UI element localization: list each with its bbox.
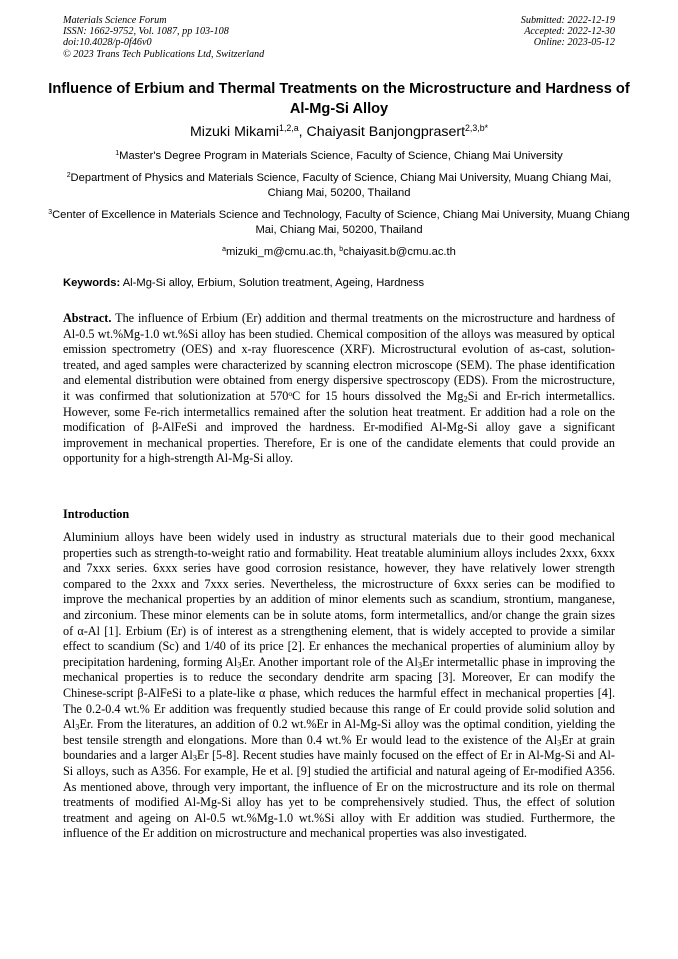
keywords-text: Al-Mg-Si alloy, Erbium, Solution treatment, Ageing, Hardness <box>122 277 425 289</box>
affiliation <box>48 149 630 165</box>
section-heading: Introduction <box>63 507 130 521</box>
copyright-line: © 2023 Trans Tech Publications Ltd, Switzerland <box>63 48 265 60</box>
keywords-label: Keywords: <box>63 277 121 289</box>
subscript: 3 <box>557 737 562 748</box>
abstract-label: Abstract. <box>63 311 112 325</box>
abstract-text: Si and Er-rich intermetallics. However, some Fe-rich intermetallics remained after the solution heat treatment. Er addition had a role on the modification of β-AlFeSi and improved the hardness. Er-modified Al-Mg-Si alloy gave a significant improvement in mechanical properties. Therefore, Er is one of the candidate elements that could provide an opportunity for a high-strength Al-Mg-Si alloy. <box>63 388 615 466</box>
doi-line: doi:10.4028/p-0f46v0 <box>63 37 152 49</box>
affiliation-text: Center of Excellence in Materials Science and Technology, Faculty of Science, Chiang Mai University, Muang Chiang Mai, Chiang Mai, 50200, Thailand <box>52 208 630 236</box>
introduction-paragraph <box>63 530 615 842</box>
degree-symbol: o <box>288 388 293 398</box>
affiliation <box>48 208 630 239</box>
accepted-date: Accepted: 2022-12-30 <box>524 26 615 38</box>
intro-text: Er [5-8]. Recent studies have mainly focused on the effect of Er in Al-Mg-Si and Al-Si alloys, such as A356. For example, He et al. [9] studied the artificial and natural ageing of Er-modified A356. As mentioned above, through very important, the influence of Er on the microstructure and its role on thermal treatments of modified Al-Mg-Si alloy has yet to be comprehensively studied. Thus, the effect of solution treatment and ageing on Al-0.5 wt.%Mg-1.0 wt.%Si alloy with Er addition was studied. Furthermore, the influence of the Er addition on microstructure and mechanical properties was also investigated. <box>63 748 615 841</box>
email-marker: b <box>339 245 344 253</box>
paper-title: Influence of Erbium and Thermal Treatments on the Microstructure and Hardness of Al-Mg-Si Alloy <box>48 81 630 117</box>
affiliation-text: Master's Degree Program in Materials Science, Faculty of Science, Chiang Mai University <box>119 150 563 162</box>
online-date: Online: 2023-05-12 <box>533 37 615 49</box>
keywords-line <box>63 276 615 291</box>
abstract-text: The influence of Erbium (Er) addition and thermal treatments on the microstructure and hardness of Al-0.5 wt.%Mg-1.0 wt.%Si alloy has been studied. Chemical composition of the alloys was measured by optical emission spectrometry (OES) and x-ray fluorescence (XRF). Microstructural evolution of as-cast, solution-treated, and aged samples were characterized by scanning electron microscope (SEM). The phase identification and elemental distribution were obtained from energy dispersive spectroscopy (EDS). From the microstructure, it was confirmed that solutionization at 570 <box>63 311 616 403</box>
subscript: 3 <box>237 659 242 670</box>
author-separator: , <box>298 124 307 140</box>
affiliation-number: 1 <box>115 150 120 158</box>
intro-text: Aluminium alloys have been widely used in industry as structural materials due to their good mechanical properties such as strength-to-weight ratio and formability. Heat treatable aluminium alloys includes 2xxx, 6xxx and 7xxx series. 6xxx series have good corrosion resistance, however, they have relatively lower strength compared to the 2xxx and 7xxx series. Nevertheless, the microstructure of 6xxx series can be modified to improve the mechanical properties by an addition of minor elements such as scandium, strontium, manganese, and zirconium. These minor elements can be in solute atoms, form intermetallics, and/or change the grain sizes of α-Al [1]. Erbium (Er) is of interest as a strengthening element, that is widely accepted to provide a similar effect to scandium (Sc) and 1/40 of its price [2]. Er enhances the mechanical properties of aluminium alloy by precipitation hardening, forming Al <box>63 530 615 669</box>
subscript: 3 <box>417 659 423 670</box>
subscript: 3 <box>192 753 198 764</box>
abstract-text: C for 15 hours dissolved the Mg <box>292 388 464 403</box>
intro-text: Er. From the literatures, an addition of 0.2 wt.%Er in Al-Mg-Si alloy was the optimal condition, yielding the best tensile strength and elongations. More than 0.4 wt.% Er would lead to the existence of the Al <box>63 717 615 747</box>
affiliation <box>48 171 630 202</box>
email-marker: a <box>222 245 226 253</box>
author-superscript: 1,2,a <box>279 123 299 134</box>
author-name: Chaiyasit Banjongprasert <box>306 124 466 140</box>
author-name: Mizuki Mikami <box>189 124 280 140</box>
affiliation-number: 3 <box>48 208 53 216</box>
dates-header <box>415 15 615 49</box>
subscript: 2 <box>463 393 468 404</box>
intro-text: Er intermetallic phase in improving the mechanical properties is to reduce the secondary dendrite arm spacing [3]. Moreover, Er can modify the Chinese-script β-AlFeSi to a plate-like α phase, which reduces the harmful effect in mechanical properties [4]. The 0.2-0.4 wt.% Er addition was frequently studied because this range of Er could provide solid solution and Al <box>63 654 615 732</box>
email-link[interactable]: chaiyasit.b@cmu.ac.th <box>343 245 456 258</box>
issn-line: ISSN: 1662-9752, Vol. 1087, pp 103-108 <box>63 26 229 38</box>
journal-name: Materials Science Forum <box>63 15 167 26</box>
author-superscript: 2,3,b* <box>465 123 489 134</box>
abstract-paragraph <box>63 311 615 467</box>
submitted-date: Submitted: 2022-12-19 <box>520 15 615 26</box>
subscript: 3 <box>75 721 80 732</box>
affiliation-text: Department of Physics and Materials Science, Faculty of Science, Chiang Mai University, Muang Chiang Mai, Chiang Mai, 50200, Thailand <box>70 171 612 199</box>
email-link[interactable]: mizuki_m@cmu.ac.th <box>225 245 334 258</box>
journal-header <box>63 15 403 60</box>
affiliations <box>48 149 630 260</box>
email-line <box>48 245 630 261</box>
intro-text: Er. Another important role of the Al <box>241 654 418 669</box>
email-separator: , <box>333 245 340 258</box>
intro-text: Er at grain boundaries and a larger Al <box>63 732 615 763</box>
author-list <box>40 123 638 141</box>
affiliation-number: 2 <box>66 171 71 179</box>
